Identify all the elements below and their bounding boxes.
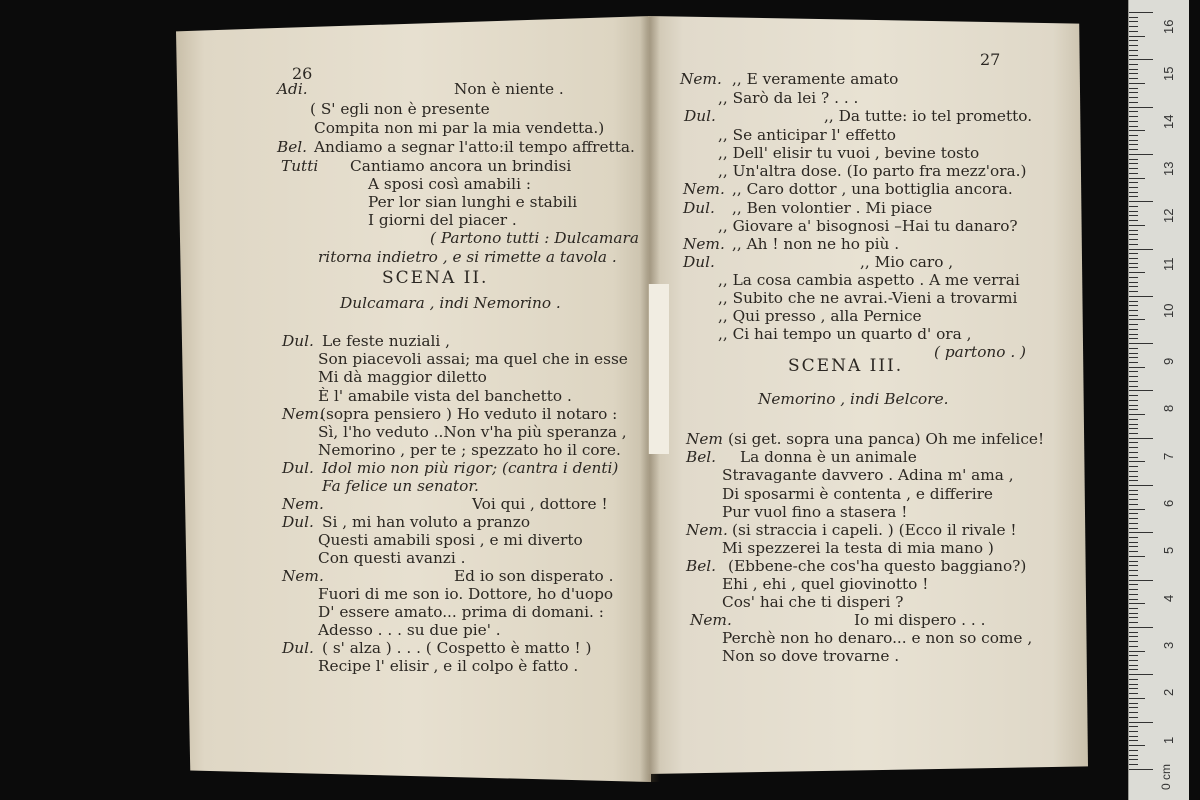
ruler-tick <box>1129 267 1138 268</box>
ruler-label: 3 <box>1161 641 1176 649</box>
ruler-tick <box>1129 196 1138 197</box>
ruler-tick <box>1129 64 1138 65</box>
text-line: Si , mi han voluto a pranzo <box>322 513 531 531</box>
ruler-tick <box>1129 338 1138 339</box>
ruler-tick <box>1129 665 1138 666</box>
ruler-tick <box>1129 211 1138 212</box>
ruler-tick <box>1129 476 1138 477</box>
ruler-tick <box>1129 334 1138 335</box>
ruler-tick <box>1129 712 1138 713</box>
ruler-tick <box>1129 69 1138 70</box>
text-line: (si straccia i capeli. ) (Ecco il rivale ! <box>732 521 1017 539</box>
text-line: Nemorino , per te ; spezzato ho il core. <box>318 441 621 459</box>
ruler-tick <box>1129 376 1138 377</box>
ruler-tick <box>1129 159 1138 160</box>
ruler-tick <box>1129 480 1138 481</box>
ruler-tick <box>1129 353 1138 354</box>
speaker-label: Bel. <box>686 448 717 466</box>
text-line: (sopra pensiero ) Ho veduto il notaro : <box>320 405 618 423</box>
ruler-tick <box>1129 499 1138 500</box>
text-line: ,, Subito che ne avrai.-Vieni a trovarmi <box>718 289 1018 307</box>
ruler-tick <box>1129 494 1138 495</box>
text-line: Di sposarmi è contenta , e differire <box>722 485 993 503</box>
ruler-tick <box>1129 55 1138 56</box>
ruler-tick <box>1129 556 1145 557</box>
speaker-label: Bel. <box>686 557 717 575</box>
ruler-label: 6 <box>1161 499 1176 507</box>
speaker-label: Dul. <box>282 459 314 477</box>
ruler-tick <box>1129 272 1145 273</box>
ruler-tick <box>1129 405 1138 406</box>
text-line: (Ebbene-che cos'ha questo baggiano?) <box>728 557 1027 575</box>
ruler-tick <box>1129 163 1138 164</box>
text-line: ,, Se anticipar l' effetto <box>718 126 896 144</box>
ruler-tick <box>1129 608 1138 609</box>
ruler-tick <box>1129 561 1138 562</box>
text-line: ,, Ah ! non ne ho più . <box>732 235 900 253</box>
ruler-tick <box>1129 769 1153 770</box>
ruler-tick <box>1129 324 1138 325</box>
ruler-tick <box>1129 59 1153 60</box>
ruler-tick <box>1129 31 1138 32</box>
ruler-tick <box>1129 381 1138 382</box>
text-line: Sì, l'ho veduto ..Non v'ha più speranza , <box>318 423 627 441</box>
ruler-tick <box>1129 26 1138 27</box>
ruler-tick <box>1129 504 1138 505</box>
ruler-tick <box>1129 646 1138 647</box>
text-line: ,, Da tutte: io tel prometto. <box>824 107 1033 125</box>
text-line: A sposi così amabili : <box>368 175 531 193</box>
text-line: Perchè non ho denaro... e non so come , <box>722 629 1033 647</box>
ruler-tick <box>1129 126 1138 127</box>
text-line: ritorna indietro , e si rimette a tavola . <box>318 248 617 266</box>
text-line: ,, Qui presso , alla Pernice <box>718 307 922 325</box>
text-line: ,, Ci hai tempo un quarto d' ora , <box>718 325 972 343</box>
ruler-unit: 0 cm <box>1159 763 1173 790</box>
ruler-tick <box>1129 414 1145 415</box>
ruler-tick <box>1129 286 1138 287</box>
ruler-tick <box>1129 428 1138 429</box>
ruler-label: 13 <box>1161 161 1176 176</box>
ruler-tick <box>1129 168 1138 169</box>
ruler-tick <box>1129 192 1138 193</box>
text-line: Son piacevoli assai; ma quel che in esse <box>318 350 628 368</box>
ruler-tick <box>1129 400 1138 401</box>
ruler-tick <box>1129 116 1138 117</box>
right-scene-subtitle: Nemorino , indi Belcore. <box>758 390 949 408</box>
ruler-tick <box>1129 17 1138 18</box>
ruler-tick <box>1129 135 1138 136</box>
ruler-tick <box>1129 731 1138 732</box>
ruler-tick <box>1129 371 1138 372</box>
ruler-tick <box>1129 759 1138 760</box>
ruler-tick <box>1129 215 1138 216</box>
ruler-tick <box>1129 102 1138 103</box>
ruler-tick <box>1129 594 1138 595</box>
speaker-label: Adi. <box>277 80 308 98</box>
text-line: Cos' hai che ti disperi ? <box>722 593 904 611</box>
ruler-tick <box>1129 149 1138 150</box>
ruler-tick <box>1129 688 1138 689</box>
ruler-tick <box>1129 50 1138 51</box>
text-line: ,, Un'altra dose. (Io parto fra mezz'ora.) <box>718 162 1027 180</box>
speaker-label: Nem. <box>282 495 324 513</box>
text-line: Non è niente . <box>454 80 564 98</box>
ruler-tick <box>1129 111 1138 112</box>
ruler-tick <box>1129 485 1153 486</box>
text-line: È l' amabile vista del banchetto . <box>318 387 572 405</box>
text-line: Recipe l' elisir , e il colpo è fatto . <box>318 657 579 675</box>
ruler-tick <box>1129 45 1138 46</box>
ruler-tick <box>1129 438 1153 439</box>
ruler-tick <box>1129 107 1153 108</box>
speaker-label: Nem. <box>683 235 725 253</box>
speaker-label: Dul. <box>684 107 716 125</box>
ruler-tick <box>1129 755 1138 756</box>
ruler-tick <box>1129 736 1138 737</box>
ruler-tick <box>1129 603 1145 604</box>
text-line: ( Partono tutti : Dulcamara <box>430 229 639 247</box>
ruler-tick <box>1129 764 1138 765</box>
ruler-label: 7 <box>1161 452 1176 460</box>
speaker-label: Nem. <box>686 521 728 539</box>
text-line: ,, La cosa cambia aspetto . A me verrai <box>718 271 1020 289</box>
text-line: ,, Sarò da lei ? . . . <box>718 89 859 107</box>
ruler-tick <box>1129 291 1138 292</box>
speaker-label: Dul. <box>683 253 715 271</box>
speaker-label: Nem. <box>680 70 722 88</box>
right-page-number: 27 <box>980 50 1001 69</box>
ruler-tick <box>1129 239 1138 240</box>
ruler-tick <box>1129 390 1153 391</box>
ruler-tick <box>1129 684 1138 685</box>
ruler-tick <box>1129 367 1145 368</box>
ruler-tick <box>1129 537 1138 538</box>
left-scene-title: SCENA II. <box>382 268 489 288</box>
text-line: Le feste nuziali , <box>322 332 450 350</box>
ruler-tick <box>1129 258 1138 259</box>
text-line: ,, E veramente amato <box>732 70 899 88</box>
ruler-tick <box>1129 679 1138 680</box>
ruler-tick <box>1129 73 1138 74</box>
ruler-tick <box>1129 230 1138 231</box>
ruler-tick <box>1129 253 1138 254</box>
ruler-tick <box>1129 523 1138 524</box>
text-line: Idol mio non più rigor; (cantra i denti) <box>322 459 619 477</box>
text-line: ,, Giovare a' bisognosi –Hai tu danaro? <box>718 217 1018 235</box>
ruler-tick <box>1129 722 1153 723</box>
text-line: Mi dà maggior diletto <box>318 368 487 386</box>
ruler-tick <box>1129 173 1138 174</box>
ruler-label: 9 <box>1161 357 1176 366</box>
ruler-tick <box>1129 707 1138 708</box>
text-line: ,, Mio caro , <box>860 253 954 271</box>
text-line: ( partono . ) <box>934 343 1027 361</box>
ruler-tick <box>1129 386 1138 387</box>
ruler-tick <box>1129 319 1145 320</box>
ruler-tick <box>1129 651 1145 652</box>
ruler-tick <box>1129 703 1138 704</box>
ruler-tick <box>1129 225 1145 226</box>
text-line: Questi amabili sposi , e mi diverto <box>318 531 583 549</box>
ruler-tick <box>1129 613 1138 614</box>
ruler-label: 2 <box>1161 688 1176 697</box>
ruler-tick <box>1129 575 1138 576</box>
ruler-tick <box>1129 88 1138 89</box>
ruler-tick <box>1129 220 1138 221</box>
ruler-tick <box>1129 310 1138 311</box>
ruler-tick <box>1129 669 1138 670</box>
ruler-label: 4 <box>1161 594 1176 602</box>
ruler-tick <box>1129 698 1145 699</box>
ruler-tick <box>1129 343 1153 344</box>
ruler-tick <box>1129 632 1138 633</box>
ruler-tick <box>1129 424 1138 425</box>
left-scene-subtitle: Dulcamara , indi Nemorino . <box>340 294 561 312</box>
ruler-tick <box>1129 627 1153 628</box>
speaker-label: Dul. <box>282 639 314 657</box>
speaker-label: Tutti <box>281 157 319 175</box>
ruler-tick <box>1129 589 1138 590</box>
ruler-tick <box>1129 551 1138 552</box>
ruler-tick <box>1129 565 1138 566</box>
ruler-label: 14 <box>1161 114 1176 129</box>
ruler-tick <box>1129 518 1138 519</box>
text-line: Andiamo a segnar l'atto:il tempo affretta. <box>314 138 635 156</box>
text-line: (si get. sopra una panca) Oh me infelice! <box>728 430 1045 448</box>
ruler-tick <box>1129 296 1153 297</box>
ruler-tick <box>1129 726 1138 727</box>
text-line: La donna è un animale <box>740 448 917 466</box>
ruler-tick <box>1129 178 1145 179</box>
ruler-tick <box>1129 357 1138 358</box>
ruler-tick <box>1129 144 1138 145</box>
ruler-tick <box>1129 301 1138 302</box>
text-line: Non so dove trovarne . <box>722 647 900 665</box>
text-line: ( S' egli non è presente <box>310 100 490 118</box>
speaker-label: Nem. <box>690 611 732 629</box>
ruler-tick <box>1129 750 1138 751</box>
ruler-tick <box>1129 452 1138 453</box>
ruler-tick <box>1129 471 1138 472</box>
ruler-tick <box>1129 187 1138 188</box>
text-line: Compita non mi par la mia vendetta.) <box>314 119 605 137</box>
ruler-tick <box>1129 21 1138 22</box>
ruler-tick <box>1129 580 1153 581</box>
ruler-tick <box>1129 599 1138 600</box>
ruler-tick <box>1129 740 1138 741</box>
text-line: Cantiamo ancora un brindisi <box>350 157 572 175</box>
ruler-tick <box>1129 532 1153 533</box>
text-line: Per lor sian lunghi e stabili <box>368 193 578 211</box>
text-line: Fa felice un senator. <box>322 477 479 495</box>
ruler-tick <box>1129 362 1138 363</box>
text-line: Ed io son disperato . <box>454 567 614 585</box>
ruler-tick <box>1129 546 1138 547</box>
text-line: D' essere amato... prima di domani. : <box>318 603 604 621</box>
ruler-tick <box>1129 92 1138 93</box>
speaker-label: Dul. <box>282 513 314 531</box>
ruler-tick <box>1129 249 1153 250</box>
ruler-tick <box>1129 36 1145 37</box>
ruler-tick <box>1129 636 1138 637</box>
ruler-tick <box>1129 513 1138 514</box>
ruler-tick <box>1129 622 1138 623</box>
text-line: Io mi dispero . . . <box>854 611 986 629</box>
ruler-tick <box>1129 457 1138 458</box>
ruler-label: 15 <box>1161 66 1176 82</box>
page-tear <box>648 284 669 454</box>
left-page-number: 26 <box>292 64 313 83</box>
ruler-tick <box>1129 305 1138 306</box>
ruler-tick <box>1129 433 1138 434</box>
ruler-tick <box>1129 570 1138 571</box>
ruler-tick <box>1129 315 1138 316</box>
ruler-tick <box>1129 277 1138 278</box>
measuring-ruler <box>1128 0 1189 800</box>
text-line: Voi qui , dottore ! <box>472 495 608 513</box>
speaker-label: Nem. <box>282 567 324 585</box>
ruler-tick <box>1129 348 1138 349</box>
ruler-tick <box>1129 617 1138 618</box>
ruler-tick <box>1129 461 1145 462</box>
ruler-tick <box>1129 584 1138 585</box>
ruler-label: 8 <box>1161 405 1176 413</box>
ruler-tick <box>1129 12 1153 13</box>
speaker-label: Dul. <box>683 199 715 217</box>
ruler-tick <box>1129 641 1138 642</box>
ruler-tick <box>1129 395 1138 396</box>
ruler-tick <box>1129 140 1138 141</box>
text-line: Stravagante davvero . Adina m' ama , <box>722 466 1014 484</box>
ruler-label: 10 <box>1161 303 1176 318</box>
ruler-tick <box>1129 201 1153 202</box>
ruler-tick <box>1129 40 1138 41</box>
ruler-tick <box>1129 745 1145 746</box>
ruler-tick <box>1129 674 1153 675</box>
ruler-tick <box>1129 442 1138 443</box>
text-line: ,, Caro dottor , una bottiglia ancora. <box>732 180 1013 198</box>
ruler-label: 5 <box>1161 547 1176 555</box>
ruler-tick <box>1129 329 1138 330</box>
ruler-tick <box>1129 693 1138 694</box>
text-line: ,, Ben volontier . Mi piace <box>732 199 933 217</box>
text-line: Fuori di me son io. Dottore, ho d'uopo <box>318 585 614 603</box>
speaker-label: Nem. <box>282 405 324 423</box>
ruler-tick <box>1129 528 1138 529</box>
right-scene-title: SCENA III. <box>788 356 904 376</box>
ruler-tick <box>1129 234 1138 235</box>
speaker-label: Nem. <box>683 180 725 198</box>
ruler-tick <box>1129 282 1138 283</box>
ruler-tick <box>1129 447 1138 448</box>
ruler-label: 16 <box>1161 19 1176 34</box>
text-line: Ehi , ehi , quel giovinotto ! <box>722 575 929 593</box>
ruler-label: 12 <box>1161 208 1176 224</box>
ruler-tick <box>1129 409 1138 410</box>
text-line: Pur vuol fino a stasera ! <box>722 503 908 521</box>
text-line: ,, Dell' elisir tu vuoi , bevine tosto <box>718 144 980 162</box>
speaker-label: Bel. <box>277 138 308 156</box>
text-line: ( s' alza ) . . . ( Cospetto è matto ! ) <box>322 639 592 657</box>
speaker-label: Dul. <box>282 332 314 350</box>
ruler-tick <box>1129 660 1138 661</box>
ruler-tick <box>1129 466 1138 467</box>
ruler-label: 1 <box>1161 736 1176 744</box>
ruler-tick <box>1129 182 1138 183</box>
ruler-tick <box>1129 130 1145 131</box>
ruler-tick <box>1129 509 1145 510</box>
ruler-label: 11 <box>1161 257 1176 271</box>
ruler-tick <box>1129 83 1145 84</box>
ruler-tick <box>1129 97 1138 98</box>
speaker-label: Nem <box>686 430 723 448</box>
ruler-tick <box>1129 542 1138 543</box>
ruler-tick <box>1129 717 1138 718</box>
ruler-tick <box>1129 419 1138 420</box>
ruler-tick <box>1129 490 1138 491</box>
ruler-tick <box>1129 154 1153 155</box>
ruler-tick <box>1129 263 1138 264</box>
text-line: I giorni del piacer . <box>368 211 517 229</box>
text-line: Mi spezzerei la testa di mia mano ) <box>722 539 994 557</box>
ruler-tick <box>1129 121 1138 122</box>
ruler-tick <box>1129 78 1138 79</box>
text-line: Adesso . . . su due pie' . <box>318 621 501 639</box>
ruler-tick <box>1129 655 1138 656</box>
text-line: Con questi avanzi . <box>318 549 466 567</box>
ruler-tick <box>1129 244 1138 245</box>
ruler-tick <box>1129 206 1138 207</box>
